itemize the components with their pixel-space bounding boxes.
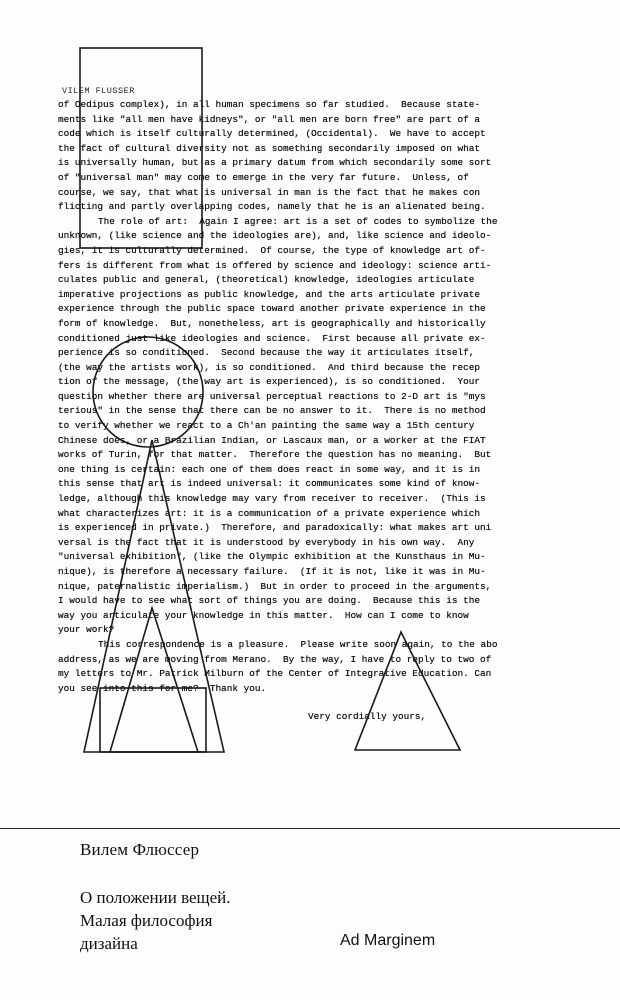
letter-line: my letters to Mr. Patrick Milburn of the Center of Integrative Education. Can [58,668,492,680]
letter-line: works of Turin, for that matter. Therefore the question has no meaning. But [58,449,492,461]
letter-line: versal is the fact that it is understood by everybody in his own way. Any [58,536,475,548]
letter-line: question whether there are universal perceptual reactions to 2-D art is "mys [58,390,486,402]
title-line: Малая философия [80,911,213,930]
book-title [80,886,340,955]
letter-line: of "universal man" may come to emerge in the very far future. Unless, of [58,171,469,183]
letter-line: terious" in the sense that there can be no answer to it. There is no method [58,405,486,417]
letter-line: the fact of cultural diversity not as something secondarily imposed on what [58,142,480,154]
letter-line: code which is itself culturally determined, (Occidental). We have to accept [58,128,486,140]
letter-line: imperative projections as public knowledge, and the arts articulate private [58,288,480,300]
letter-line: nique, paternalistic imperialism.) But in order to proceed in the arguments, [58,580,492,592]
title-line: дизайна [80,934,138,953]
letter-line: way you articulate your knowledge in this matter. How can I come to know [58,609,469,621]
letter-line: course, we say, that what is universal in man is the fact that he makes con [58,186,480,198]
letter-line: culates public and general, (theoretical) knowledge, ideologies articulate [58,274,475,286]
letter-line: ledge, although this knowledge may vary from receiver to receiver. (This is [58,493,486,505]
letter-line: "universal exhibition", (like the Olympic exhibition at the Kunsthaus in Mu- [58,551,486,563]
letter-line: is experienced in private.) Therefore, and paradoxically: what makes art uni [58,522,492,534]
title-line: О положении вещей. [80,888,231,907]
typewritten-letter [58,86,572,725]
letter-line: nique), is therefore a necessary failure. (If it is not, like it was in Mu- [58,566,486,577]
letter-line: your work? [58,624,115,636]
letter-line: you see into this for me? Thank you. [58,682,267,694]
letter-line: fers is different from what is offered by science and ideology: science arti- [58,259,492,271]
letter-line: flicting and partly overlapping codes, namely that he is an alienated being. [58,201,486,213]
letter-line: is universally human, but as a primary datum from which secondarily some sort [58,157,492,169]
letter-line: to verify whether we react to a Ch'an painting the same way a 15th century [58,420,475,432]
letter-closing: Very cordially yours, [308,711,427,723]
letter-line: this sense that art is indeed universal: it communicates some kind of know- [58,478,480,490]
letter-line: unknown, (like science and the ideologies are), and, like science and ideolo- [58,230,492,242]
letter-line: gies, it is culturally determined. Of course, the type of knowledge art of- [58,244,486,256]
author-name: Вилем Флюссер [80,840,200,859]
letter-line: form of knowledge. But, nonetheless, art is geographically and historically [58,317,486,329]
letter-line: This correspondence is a pleasure. Please write soon again, to the abo [98,638,498,650]
letter-line: experience through the public space toward another private experience in the [58,303,486,315]
letter-line: perience is so conditioned. Second because the way it articulates itself, [58,347,475,359]
letter-line: of Oedipus complex), in all human specimens so far studied. Because state- [58,99,480,110]
letter-line: tion of the message, (the way art is experienced), is so conditioned. Your [58,376,480,388]
letter-line: Chinese does, or a Brazilian Indian, or Lascaux man, or a worker at the FIAT [58,434,486,446]
letter-line: one thing is certain: each one of them does react in some way, and it is in [58,463,480,475]
letter-line: I would have to see what sort of things you are doing. Because this is the [58,595,480,607]
letter-line: (the way the artists work), is so conditioned. And third because the recep [58,361,480,373]
publisher-name: Ad Marginem [340,932,436,949]
letter-header: VILEM FLUSSER [62,86,135,96]
letter-line: what characterizes art: it is a communication of a private experience which [58,507,480,519]
divider-line [0,828,620,829]
letter-line: address, as we are moving from Merano. By the way, I have to reply to two of [58,653,492,665]
letter-line: The role of art: Again I agree: art is a set of codes to symbolize the [98,215,498,227]
letter-line: ments like "all men have kidneys", or "all men are born free" are part of a [58,113,480,125]
letter-line: conditioned just like ideologies and science. First because all private ex- [58,332,486,344]
letter-body [58,98,572,696]
